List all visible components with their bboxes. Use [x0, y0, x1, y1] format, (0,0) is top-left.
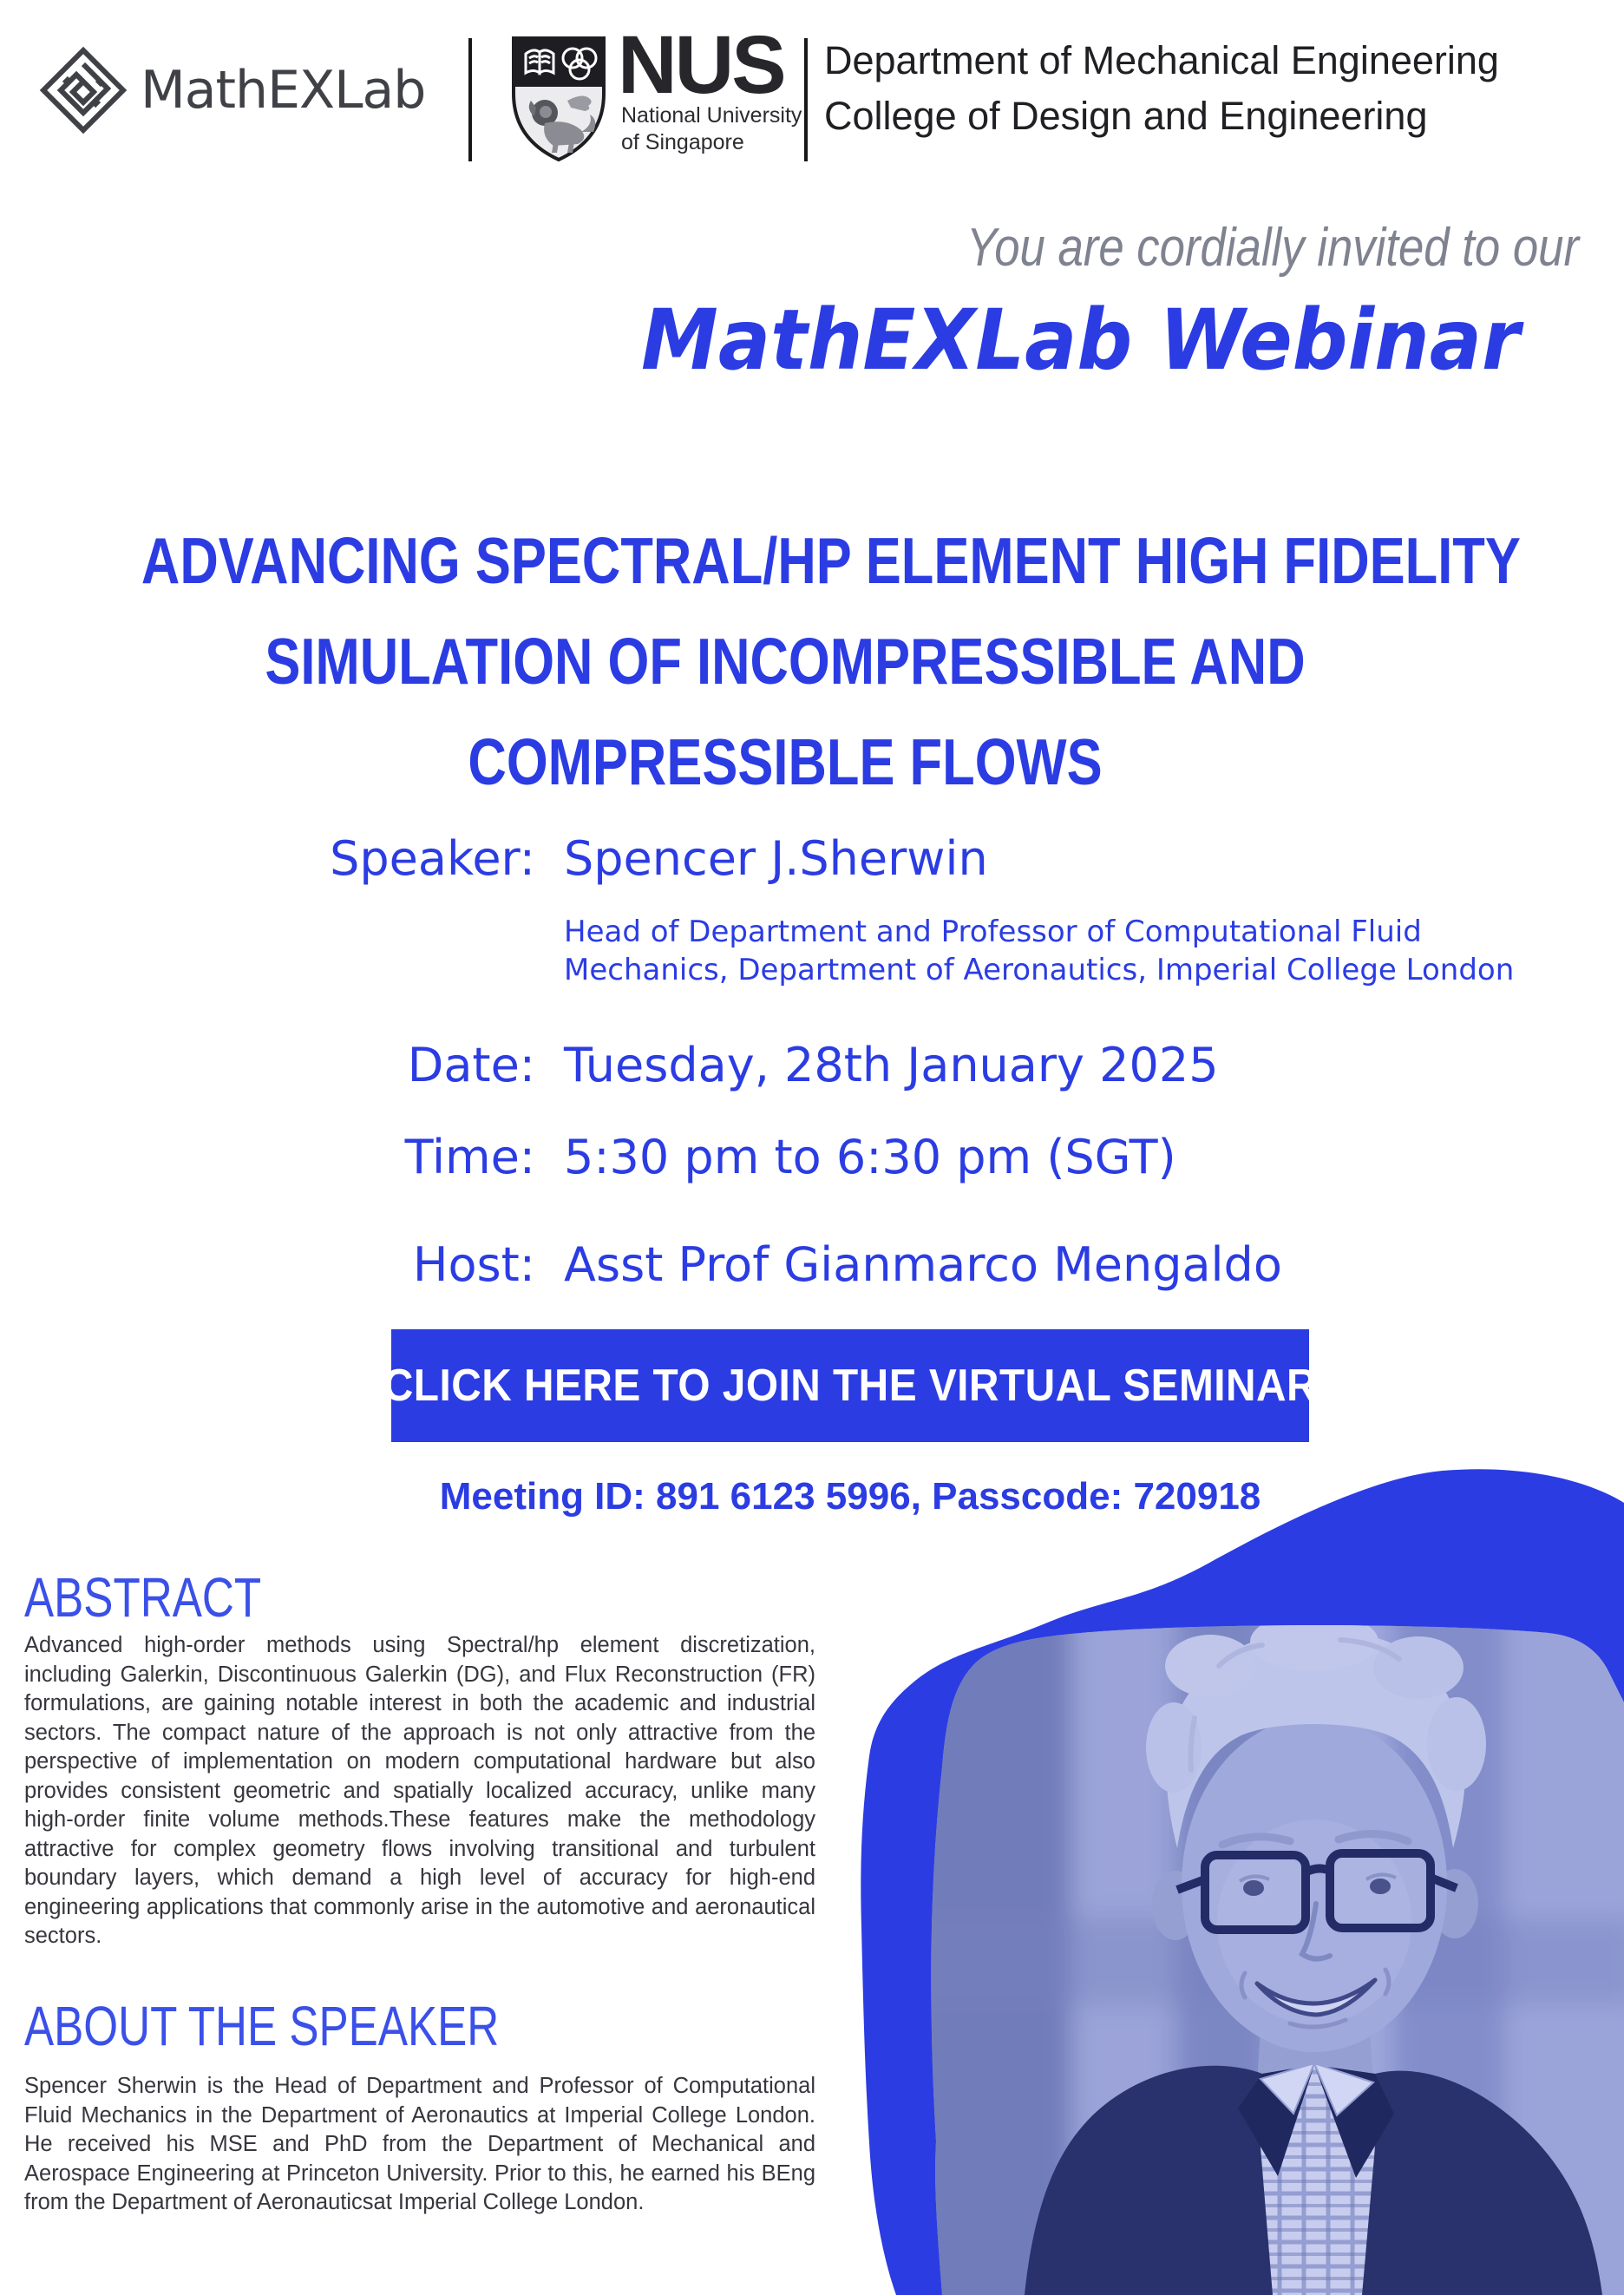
meeting-info: Meeting ID: 891 6123 5996, Passcode: 720918	[439, 1475, 1261, 1518]
join-seminar-button-label: CLICK HERE TO JOIN THE VIRTUAL SEMINAR	[383, 1361, 1318, 1411]
seminar-title-line-1: ADVANCING SPECTRAL/HP ELEMENT HIGH FIDELITY	[141, 524, 1521, 597]
speaker-label: Speaker:	[330, 831, 535, 886]
photo-background-shape	[855, 1380, 1624, 2295]
mathexlab-logo	[38, 45, 425, 135]
seminar-title-line-2: SIMULATION OF INCOMPRESSIBLE AND	[265, 625, 1306, 698]
nus-name	[621, 102, 802, 156]
abstract-body: Advanced high-order methods using Spectral/hp element discretization, including Galerkin, Discontinuous Galerkin (DG), and Flux Reconstruction (FR) formulations, are gaining notable interest in both the academic and industrial sectors. The compact nature of the approach is not only attractive from the perspective of implementation on modern computational hardware but also provides consistent geometric and spatially localized accuracy, unlike many high-order finite volume methods.These features make the methodology attractive for complex geometry flows involving transitional and turbulent boundary layers, which demand a high level of accuracy for high-end engineering applications that commonly arise in the automotive and aeronautical sectors.	[24, 1633, 815, 1948]
seminar-title-line-3: COMPRESSIBLE FLOWS	[468, 725, 1103, 798]
department-line-2: College of Design and Engineering	[824, 94, 1428, 138]
abstract-heading: ABSTRACT	[24, 1566, 262, 1629]
host-label: Host:	[412, 1237, 535, 1292]
nus-crest-icon	[510, 35, 607, 163]
header-divider-2	[804, 38, 808, 161]
speaker-role-line-1: Head of Department and Professor of Computational Fluid	[564, 915, 1422, 949]
mathexlab-logo-icon	[38, 45, 128, 135]
speaker-role-line-2: Mechanics, Department of Aeronautics, Imperial College London	[564, 953, 1515, 987]
date-value: Tuesday, 28th January 2025	[564, 1038, 1219, 1092]
department-text	[824, 33, 1499, 144]
header-divider-1	[468, 38, 472, 161]
host-value: Asst Prof Gianmarco Mengaldo	[564, 1237, 1282, 1292]
webinar-title: MathEXLab Webinar	[641, 292, 1520, 389]
seminar-title	[141, 510, 1521, 812]
mathexlab-logo-text: MathEXLab	[141, 60, 426, 121]
about-body: Spencer Sherwin is the Head of Department and Professor of Computational Fluid Mechanics in the Department of Aeronautics at Imperial College London. He received his MSE and PhD from the Department of Mechanical and Aerospace Engineering at Princeton University. Prior to this, he earned his BEng from the Department of Aeronauticsat Imperial College London.	[24, 2074, 815, 2214]
time-label: Time:	[404, 1130, 535, 1184]
speaker-name: Spencer J.Sherwin	[564, 831, 988, 886]
speaker-role	[564, 913, 1514, 989]
time-value: 5:30 pm to 6:30 pm (SGT)	[564, 1130, 1176, 1184]
nus-name-line-1: National University	[621, 103, 802, 128]
about-heading: ABOUT THE SPEAKER	[24, 1995, 500, 2057]
date-label: Date:	[407, 1038, 535, 1092]
invite-line: You are cordially invited to our	[966, 218, 1579, 278]
nus-name-line-2: of Singapore	[621, 130, 744, 154]
nus-acronym: NUS	[618, 19, 784, 111]
department-line-1: Department of Mechanical Engineering	[824, 38, 1499, 82]
speaker-photo	[907, 1597, 1624, 2295]
